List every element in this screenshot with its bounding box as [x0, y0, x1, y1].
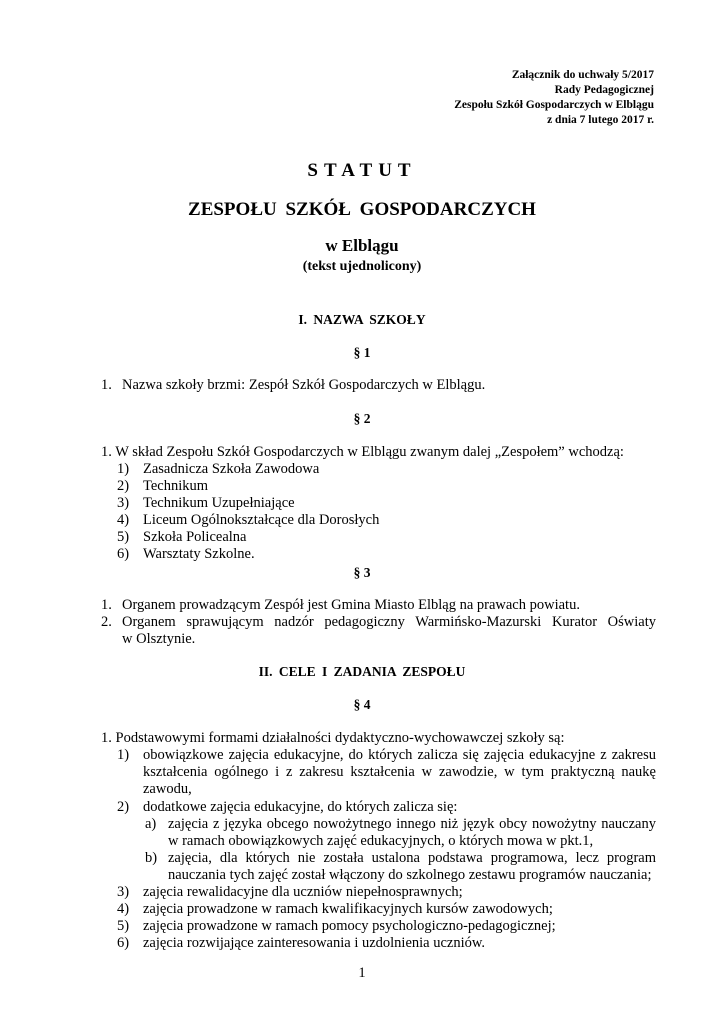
list-item-text: Szkoła Policealna: [143, 529, 247, 545]
list-item-text: Technikum Uzupełniające: [143, 495, 295, 511]
annex-line: Załącznik do uchwały 5/2017: [511, 69, 654, 81]
list-number: 5): [117, 918, 130, 934]
list-item-text: w Olsztynie.: [122, 631, 196, 647]
list-number: 4): [117, 901, 130, 917]
city-name: w Elblągu: [325, 236, 399, 255]
section-heading-1: I. NAZWA SZKOŁY: [298, 312, 426, 327]
text-version: (tekst ujednolicony): [302, 259, 422, 274]
list-number: 2): [117, 799, 130, 815]
list-number: 2): [117, 478, 130, 494]
page-number: 1: [358, 965, 366, 981]
list-item-text: kształcenia ogólnego i z zakresu kształcenia w zawodzie, w tym praktyczną naukę: [143, 764, 656, 780]
list-number: 1): [117, 461, 130, 477]
sub-list-text: zajęcia, dla których nie została ustalona podstawa programowa, lecz program: [168, 850, 656, 866]
list-item-text: dodatkowe zajęcia edukacyjne, do których zalicza się:: [143, 799, 458, 815]
list-number: 6): [117, 935, 130, 951]
sub-list-text: zajęcia z języka obcego nowożytnego innego niż język obcy nowożytny nauczany: [168, 816, 656, 832]
list-number: 3): [117, 884, 130, 900]
paragraph-intro: 1. Podstawowymi formami działalności dydaktyczno-wychowawczej szkoły są:: [101, 730, 565, 746]
list-number: 2.: [101, 614, 112, 630]
annex-line: Rady Pedagogicznej: [554, 84, 654, 96]
list-item-text: obowiązkowe zajęcia edukacyjne, do których zalicza się zajęcia edukacyjne z zakresu: [143, 747, 656, 763]
list-item-text: Zasadnicza Szkoła Zawodowa: [143, 461, 320, 477]
list-item-text: Liceum Ogólnokształcące dla Dorosłych: [143, 512, 380, 528]
sub-list-text: nauczania tych zajęć został włączony do szkolnego zestawu programów nauczania;: [168, 867, 652, 883]
list-number: 1.: [101, 597, 112, 613]
list-item-text: zajęcia prowadzone w ramach kwalifikacyjnych kursów zawodowych;: [143, 901, 553, 917]
list-item-text: Technikum: [143, 478, 209, 494]
paragraph-mark-2: § 2: [353, 411, 371, 426]
list-item-text: Warsztaty Szkolne.: [143, 546, 255, 562]
document-title: STATUT: [307, 160, 417, 181]
sub-list-letter: b): [145, 850, 158, 866]
list-item-text: Organem prowadzącym Zespół jest Gmina Miasto Elbląg na prawach powiatu.: [122, 597, 580, 613]
annex-line: Zespołu Szkół Gospodarczych w Elblągu: [454, 99, 654, 111]
paragraph-intro: 1. W skład Zespołu Szkół Gospodarczych w Elblągu zwanym dalej „Zespołem” wchodzą:: [101, 444, 624, 460]
list-number: 4): [117, 512, 130, 528]
list-item-text: zajęcia rozwijające zainteresowania i uzdolnienia uczniów.: [143, 935, 486, 951]
annex-line: z dnia 7 lutego 2017 r.: [547, 114, 654, 126]
list-item-text: zajęcia prowadzone w ramach pomocy psychologiczno-pedagogicznej;: [143, 918, 556, 934]
sub-list-letter: a): [145, 816, 157, 832]
list-item-text: zajęcia rewalidacyjne dla uczniów niepełnosprawnych;: [143, 884, 463, 900]
section-heading-2: II. CELE I ZADANIA ZESPOŁU: [258, 664, 466, 679]
list-item-text: Organem sprawującym nadzór pedagogiczny Warmińsko-Mazurski Kurator Oświaty: [122, 614, 656, 630]
paragraph-mark-1: § 1: [353, 345, 371, 360]
list-number: 6): [117, 546, 130, 562]
paragraph-mark-3: § 3: [353, 565, 371, 580]
list-number: 1.: [101, 377, 112, 393]
list-item-text: Nazwa szkoły brzmi: Zespół Szkół Gospodarczych w Elblągu.: [122, 377, 486, 393]
list-item-text: zawodu,: [143, 781, 192, 797]
list-number: 1): [117, 747, 130, 763]
sub-list-text: w ramach obowiązkowych zajęć edukacyjnych, o których mowa w pkt.1,: [168, 833, 594, 849]
list-number: 3): [117, 495, 130, 511]
list-number: 5): [117, 529, 130, 545]
school-name: ZESPOŁU SZKÓŁ GOSPODARCZYCH: [188, 199, 536, 220]
paragraph-mark-4: § 4: [353, 697, 371, 712]
annex-note: [454, 68, 654, 128]
